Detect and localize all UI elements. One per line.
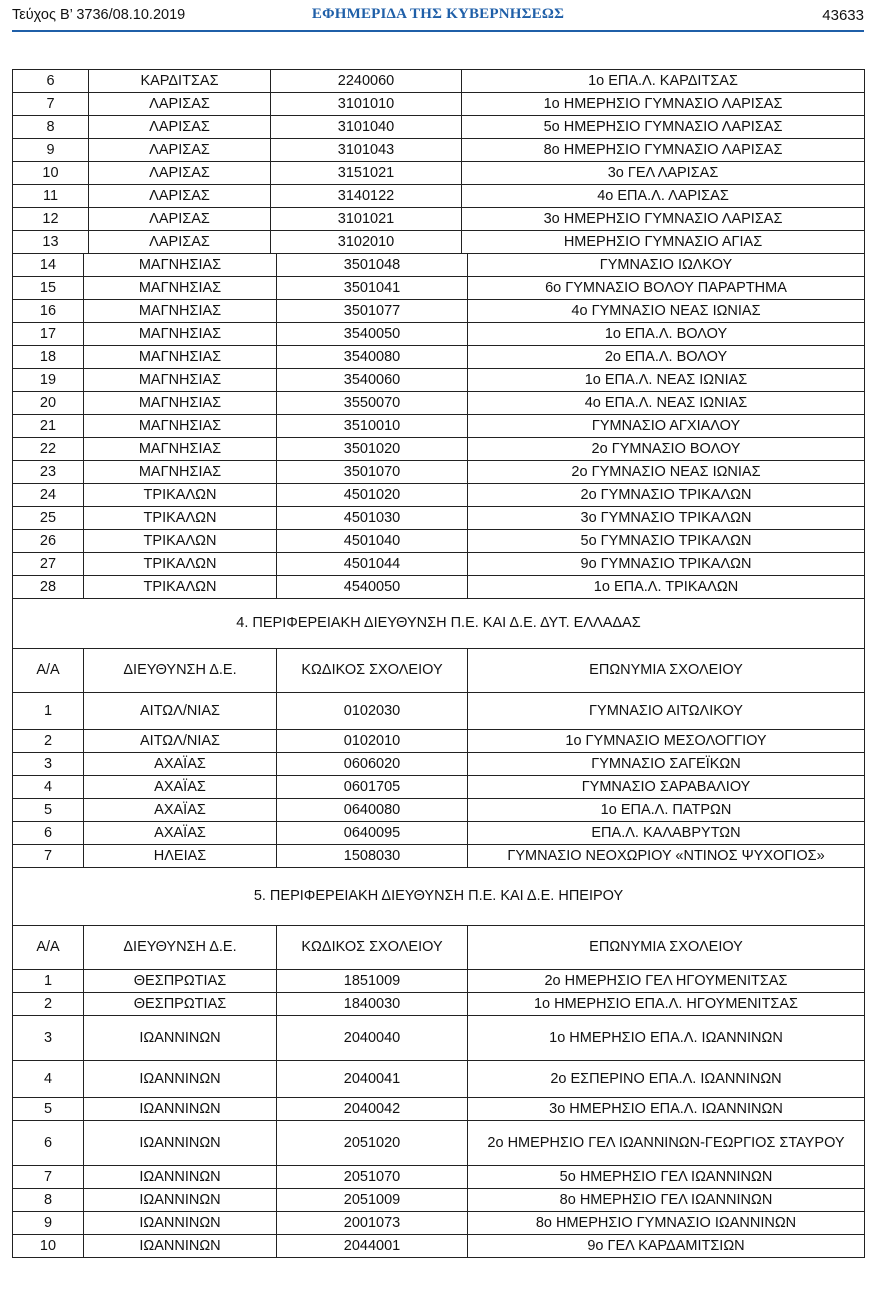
table-row — [13, 231, 865, 254]
col-header-school-code: ΚΩΔΙΚΟΣ ΣΧΟΛΕΙΟΥ — [277, 649, 468, 693]
table-row — [13, 1166, 865, 1189]
table-row — [13, 845, 865, 868]
school-code: 3101010 — [271, 93, 462, 116]
section5-title: 5. ΠΕΡΙΦΕΡΕΙΑΚΗ ΔΙΕΥΘΥΝΣΗ Π.Ε. ΚΑΙ Δ.Ε. ΗΠΕΙΡΟΥ — [13, 868, 865, 926]
school-code: 3540080 — [277, 346, 468, 369]
table-row — [13, 1212, 865, 1235]
row-index: 19 — [13, 369, 84, 392]
row-index: 3 — [13, 753, 84, 776]
school-code: 3540050 — [277, 323, 468, 346]
school-name: 1ο ΗΜΕΡΗΣΙΟ ΕΠΑ.Λ. ΗΓΟΥΜΕΝΙΤΣΑΣ — [468, 993, 865, 1016]
school-name: 1ο ΕΠΑ.Λ. ΚΑΡΔΙΤΣΑΣ — [462, 70, 865, 93]
directorate: ΜΑΓΝΗΣΙΑΣ — [84, 346, 277, 369]
directorate: ΑΧΑΪΑΣ — [84, 822, 277, 845]
school-name: 1ο ΗΜΕΡΗΣΙΟ ΕΠΑ.Λ. ΙΩΑΝΝΙΝΩΝ — [468, 1016, 865, 1061]
directorate: ΛΑΡΙΣΑΣ — [89, 208, 271, 231]
school-code: 2240060 — [271, 70, 462, 93]
school-name: 5ο ΗΜΕΡΗΣΙΟ ΓΕΛ ΙΩΑΝΝΙΝΩΝ — [468, 1166, 865, 1189]
school-name: ΗΜΕΡΗΣΙΟ ΓΥΜΝΑΣΙΟ ΑΓΙΑΣ — [462, 231, 865, 254]
school-code: 0640095 — [277, 822, 468, 845]
directorate: ΜΑΓΝΗΣΙΑΣ — [84, 323, 277, 346]
directorate: ΙΩΑΝΝΙΝΩΝ — [84, 1212, 277, 1235]
school-code: 0601705 — [277, 776, 468, 799]
directorate: ΤΡΙΚΑΛΩΝ — [84, 484, 277, 507]
table-row — [13, 1235, 865, 1258]
table-row — [13, 369, 865, 392]
table-row — [13, 753, 865, 776]
school-code: 4501040 — [277, 530, 468, 553]
directorate: ΙΩΑΝΝΙΝΩΝ — [84, 1098, 277, 1121]
row-index: 17 — [13, 323, 84, 346]
school-name: ΓΥΜΝΑΣΙΟ ΝΕΟΧΩΡΙΟΥ «ΝΤΙΝΟΣ ΨΥΧΟΓΙΟΣ» — [468, 845, 865, 868]
row-index: 5 — [13, 799, 84, 822]
school-code: 3102010 — [271, 231, 462, 254]
school-name: 3ο ΗΜΕΡΗΣΙΟ ΓΥΜΝΑΣΙΟ ΛΑΡΙΣΑΣ — [462, 208, 865, 231]
row-index: 9 — [13, 1212, 84, 1235]
row-index: 10 — [13, 1235, 84, 1258]
directorate: ΗΛΕΙΑΣ — [84, 845, 277, 868]
directorate: ΘΕΣΠΡΩΤΙΑΣ — [84, 993, 277, 1016]
directorate: ΜΑΓΝΗΣΙΑΣ — [84, 461, 277, 484]
school-code: 3550070 — [277, 392, 468, 415]
table-row — [13, 1061, 865, 1098]
school-code: 4501030 — [277, 507, 468, 530]
directorate: ΙΩΑΝΝΙΝΩΝ — [84, 1121, 277, 1166]
directorate: ΜΑΓΝΗΣΙΑΣ — [84, 415, 277, 438]
col-header-aa: Α/Α — [13, 926, 84, 970]
row-index: 6 — [13, 822, 84, 845]
directorate: ΑΙΤΩΛ/ΝΙΑΣ — [84, 693, 277, 730]
table-row — [13, 1098, 865, 1121]
school-code: 4501020 — [277, 484, 468, 507]
school-name: 9ο ΓΕΛ ΚΑΡΔΑΜΙΤΣΙΩΝ — [468, 1235, 865, 1258]
section3-table-b — [12, 253, 865, 1258]
school-code: 3540060 — [277, 369, 468, 392]
school-name: 2ο ΕΣΠΕΡΙΝΟ ΕΠΑ.Λ. ΙΩΑΝΝΙΝΩΝ — [468, 1061, 865, 1098]
row-index: 16 — [13, 300, 84, 323]
table-row — [13, 1016, 865, 1061]
section4-header-row — [13, 649, 865, 693]
col-header-school-name: ΕΠΩΝΥΜΙΑ ΣΧΟΛΕΙΟΥ — [468, 926, 865, 970]
directorate: ΑΧΑΪΑΣ — [84, 799, 277, 822]
row-index: 6 — [13, 1121, 84, 1166]
row-index: 5 — [13, 1098, 84, 1121]
school-code: 0102010 — [277, 730, 468, 753]
row-index: 8 — [13, 116, 89, 139]
directorate: ΙΩΑΝΝΙΝΩΝ — [84, 1189, 277, 1212]
school-code: 3101021 — [271, 208, 462, 231]
school-code: 3501070 — [277, 461, 468, 484]
school-code: 2051020 — [277, 1121, 468, 1166]
table-row — [13, 346, 865, 369]
table-row — [13, 576, 865, 599]
table-row — [13, 93, 865, 116]
directorate: ΘΕΣΠΡΩΤΙΑΣ — [84, 970, 277, 993]
schools-table — [12, 69, 864, 1258]
issue-number: Τεύχος Β’ 3736/08.10.2019 — [12, 7, 186, 23]
section4-title-row — [13, 599, 865, 649]
row-index: 4 — [13, 1061, 84, 1098]
school-name: 3ο ΓΥΜΝΑΣΙΟ ΤΡΙΚΑΛΩΝ — [468, 507, 865, 530]
school-code: 2040042 — [277, 1098, 468, 1121]
col-header-directorate: ΔΙΕΥΘΥΝΣΗ Δ.Ε. — [84, 649, 277, 693]
col-header-aa: Α/Α — [13, 649, 84, 693]
school-code: 1851009 — [277, 970, 468, 993]
table-row — [13, 822, 865, 845]
table-row — [13, 970, 865, 993]
school-code: 0640080 — [277, 799, 468, 822]
table-row — [13, 461, 865, 484]
school-code: 3510010 — [277, 415, 468, 438]
school-code: 2044001 — [277, 1235, 468, 1258]
directorate: ΛΑΡΙΣΑΣ — [89, 139, 271, 162]
directorate: ΑΧΑΪΑΣ — [84, 776, 277, 799]
table-row — [13, 776, 865, 799]
directorate: ΤΡΙΚΑΛΩΝ — [84, 553, 277, 576]
school-name: 1ο ΕΠΑ.Λ. ΒΟΛΟΥ — [468, 323, 865, 346]
gazette-title: ΕΦΗΜΕΡΙΔΑ ΤΗΣ ΚΥΒΕΡΝΗΣΕΩΣ — [311, 6, 565, 22]
school-code: 2040041 — [277, 1061, 468, 1098]
page-header — [12, 0, 864, 30]
table-row — [13, 162, 865, 185]
school-name: 5ο ΓΥΜΝΑΣΙΟ ΤΡΙΚΑΛΩΝ — [468, 530, 865, 553]
row-index: 20 — [13, 392, 84, 415]
school-name: 6ο ΓΥΜΝΑΣΙΟ ΒΟΛΟΥ ΠΑΡΑΡΤΗΜΑ — [468, 277, 865, 300]
row-index: 24 — [13, 484, 84, 507]
school-code: 0606020 — [277, 753, 468, 776]
school-name: 4ο ΓΥΜΝΑΣΙΟ ΝΕΑΣ ΙΩΝΙΑΣ — [468, 300, 865, 323]
row-index: 23 — [13, 461, 84, 484]
row-index: 25 — [13, 507, 84, 530]
school-name: 2ο ΓΥΜΝΑΣΙΟ ΝΕΑΣ ΙΩΝΙΑΣ — [468, 461, 865, 484]
directorate: ΛΑΡΙΣΑΣ — [89, 93, 271, 116]
school-code: 2040040 — [277, 1016, 468, 1061]
directorate: ΙΩΑΝΝΙΝΩΝ — [84, 1235, 277, 1258]
school-name: 3ο ΗΜΕΡΗΣΙΟ ΕΠΑ.Λ. ΙΩΑΝΝΙΝΩΝ — [468, 1098, 865, 1121]
school-code: 4540050 — [277, 576, 468, 599]
table-row — [13, 254, 865, 277]
school-name: 2ο ΗΜΕΡΗΣΙΟ ΓΕΛ ΙΩΑΝΝΙΝΩΝ-ΓΕΩΡΓΙΟΣ ΣΤΑΥΡΟΥ — [468, 1121, 865, 1166]
table-row — [13, 323, 865, 346]
school-name: 4ο ΕΠΑ.Λ. ΝΕΑΣ ΙΩΝΙΑΣ — [468, 392, 865, 415]
school-code: 4501044 — [277, 553, 468, 576]
row-index: 7 — [13, 1166, 84, 1189]
school-code: 3501020 — [277, 438, 468, 461]
row-index: 1 — [13, 693, 84, 730]
directorate: ΛΑΡΙΣΑΣ — [89, 162, 271, 185]
school-code: 0102030 — [277, 693, 468, 730]
school-name: 8ο ΗΜΕΡΗΣΙΟ ΓΕΛ ΙΩΑΝΝΙΝΩΝ — [468, 1189, 865, 1212]
school-code: 3101043 — [271, 139, 462, 162]
row-index: 11 — [13, 185, 89, 208]
row-index: 10 — [13, 162, 89, 185]
school-code: 3501048 — [277, 254, 468, 277]
school-code: 1508030 — [277, 845, 468, 868]
section4-title: 4. ΠΕΡΙΦΕΡΕΙΑΚΗ ΔΙΕΥΘΥΝΣΗ Π.Ε. ΚΑΙ Δ.Ε. ΔΥΤ. ΕΛΛΑΔΑΣ — [13, 599, 865, 649]
school-code: 1840030 — [277, 993, 468, 1016]
school-name: 2ο ΓΥΜΝΑΣΙΟ ΒΟΛΟΥ — [468, 438, 865, 461]
directorate: ΙΩΑΝΝΙΝΩΝ — [84, 1016, 277, 1061]
table-row — [13, 553, 865, 576]
row-index: 28 — [13, 576, 84, 599]
table-row — [13, 139, 865, 162]
school-code: 3151021 — [271, 162, 462, 185]
table-row — [13, 1189, 865, 1212]
school-code: 2051070 — [277, 1166, 468, 1189]
table-row — [13, 484, 865, 507]
directorate: ΑΙΤΩΛ/ΝΙΑΣ — [84, 730, 277, 753]
table-row — [13, 507, 865, 530]
table-row — [13, 70, 865, 93]
directorate: ΜΑΓΝΗΣΙΑΣ — [84, 254, 277, 277]
school-code: 2051009 — [277, 1189, 468, 1212]
col-header-directorate: ΔΙΕΥΘΥΝΣΗ Δ.Ε. — [84, 926, 277, 970]
directorate: ΙΩΑΝΝΙΝΩΝ — [84, 1061, 277, 1098]
school-name: 1ο ΕΠΑ.Λ. ΝΕΑΣ ΙΩΝΙΑΣ — [468, 369, 865, 392]
row-index: 9 — [13, 139, 89, 162]
row-index: 13 — [13, 231, 89, 254]
table-row — [13, 392, 865, 415]
directorate: ΜΑΓΝΗΣΙΑΣ — [84, 277, 277, 300]
table-row — [13, 1121, 865, 1166]
row-index: 14 — [13, 254, 84, 277]
school-name: ΕΠΑ.Λ. ΚΑΛΑΒΡΥΤΩΝ — [468, 822, 865, 845]
row-index: 21 — [13, 415, 84, 438]
header-rule — [12, 30, 864, 32]
section3-table-a — [12, 69, 865, 254]
directorate: ΛΑΡΙΣΑΣ — [89, 185, 271, 208]
row-index: 3 — [13, 1016, 84, 1061]
school-code: 3501077 — [277, 300, 468, 323]
directorate: ΛΑΡΙΣΑΣ — [89, 116, 271, 139]
school-name: 2ο ΗΜΕΡΗΣΙΟ ΓΕΛ ΗΓΟΥΜΕΝΙΤΣΑΣ — [468, 970, 865, 993]
school-name: 2ο ΓΥΜΝΑΣΙΟ ΤΡΙΚΑΛΩΝ — [468, 484, 865, 507]
table-row — [13, 208, 865, 231]
school-name: ΓΥΜΝΑΣΙΟ ΙΩΛΚΟΥ — [468, 254, 865, 277]
school-name: 1ο ΕΠΑ.Λ. ΠΑΤΡΩΝ — [468, 799, 865, 822]
row-index: 18 — [13, 346, 84, 369]
row-index: 8 — [13, 1189, 84, 1212]
directorate: ΤΡΙΚΑΛΩΝ — [84, 507, 277, 530]
directorate: ΤΡΙΚΑΛΩΝ — [84, 576, 277, 599]
row-index: 7 — [13, 845, 84, 868]
table-row — [13, 993, 865, 1016]
school-code: 2001073 — [277, 1212, 468, 1235]
school-name: 8ο ΗΜΕΡΗΣΙΟ ΓΥΜΝΑΣΙΟ ΛΑΡΙΣΑΣ — [462, 139, 865, 162]
school-code: 3501041 — [277, 277, 468, 300]
row-index: 15 — [13, 277, 84, 300]
table-row — [13, 799, 865, 822]
section5-header-row — [13, 926, 865, 970]
school-name: ΓΥΜΝΑΣΙΟ ΑΓΧΙΑΛΟΥ — [468, 415, 865, 438]
directorate: ΛΑΡΙΣΑΣ — [89, 231, 271, 254]
school-name: 8ο ΗΜΕΡΗΣΙΟ ΓΥΜΝΑΣΙΟ ΙΩΑΝΝΙΝΩΝ — [468, 1212, 865, 1235]
table-row — [13, 277, 865, 300]
col-header-school-code: ΚΩΔΙΚΟΣ ΣΧΟΛΕΙΟΥ — [277, 926, 468, 970]
table-row — [13, 116, 865, 139]
directorate: ΜΑΓΝΗΣΙΑΣ — [84, 300, 277, 323]
school-name: 4ο ΕΠΑ.Λ. ΛΑΡΙΣΑΣ — [462, 185, 865, 208]
row-index: 6 — [13, 70, 89, 93]
directorate: ΙΩΑΝΝΙΝΩΝ — [84, 1166, 277, 1189]
table-row — [13, 300, 865, 323]
table-row — [13, 185, 865, 208]
row-index: 26 — [13, 530, 84, 553]
row-index: 7 — [13, 93, 89, 116]
directorate: ΜΑΓΝΗΣΙΑΣ — [84, 392, 277, 415]
school-name: 3ο ΓΕΛ ΛΑΡΙΣΑΣ — [462, 162, 865, 185]
row-index: 22 — [13, 438, 84, 461]
school-code: 3140122 — [271, 185, 462, 208]
row-index: 12 — [13, 208, 89, 231]
directorate: ΜΑΓΝΗΣΙΑΣ — [84, 369, 277, 392]
col-header-school-name: ΕΠΩΝΥΜΙΑ ΣΧΟΛΕΙΟΥ — [468, 649, 865, 693]
table-row — [13, 415, 865, 438]
school-name: 1ο ΕΠΑ.Λ. ΤΡΙΚΑΛΩΝ — [468, 576, 865, 599]
table-row — [13, 730, 865, 753]
directorate: ΤΡΙΚΑΛΩΝ — [84, 530, 277, 553]
row-index: 27 — [13, 553, 84, 576]
school-name: ΓΥΜΝΑΣΙΟ ΑΙΤΩΛΙΚΟΥ — [468, 693, 865, 730]
directorate: ΜΑΓΝΗΣΙΑΣ — [84, 438, 277, 461]
table-row — [13, 530, 865, 553]
school-code: 3101040 — [271, 116, 462, 139]
school-name: 1ο ΓΥΜΝΑΣΙΟ ΜΕΣΟΛΟΓΓΙΟΥ — [468, 730, 865, 753]
table-row — [13, 438, 865, 461]
directorate: ΑΧΑΪΑΣ — [84, 753, 277, 776]
table-row — [13, 693, 865, 730]
section5-title-row — [13, 868, 865, 926]
directorate: ΚΑΡΔΙΤΣΑΣ — [89, 70, 271, 93]
row-index: 2 — [13, 730, 84, 753]
school-name: ΓΥΜΝΑΣΙΟ ΣΑΡΑΒΑΛΙΟΥ — [468, 776, 865, 799]
row-index: 1 — [13, 970, 84, 993]
school-name: ΓΥΜΝΑΣΙΟ ΣΑΓΕΪΚΩΝ — [468, 753, 865, 776]
school-name: 1ο ΗΜΕΡΗΣΙΟ ΓΥΜΝΑΣΙΟ ΛΑΡΙΣΑΣ — [462, 93, 865, 116]
row-index: 4 — [13, 776, 84, 799]
school-name: 2ο ΕΠΑ.Λ. ΒΟΛΟΥ — [468, 346, 865, 369]
row-index: 2 — [13, 993, 84, 1016]
school-name: 9ο ΓΥΜΝΑΣΙΟ ΤΡΙΚΑΛΩΝ — [468, 553, 865, 576]
school-name: 5ο ΗΜΕΡΗΣΙΟ ΓΥΜΝΑΣΙΟ ΛΑΡΙΣΑΣ — [462, 116, 865, 139]
page-number: 43633 — [822, 7, 864, 24]
